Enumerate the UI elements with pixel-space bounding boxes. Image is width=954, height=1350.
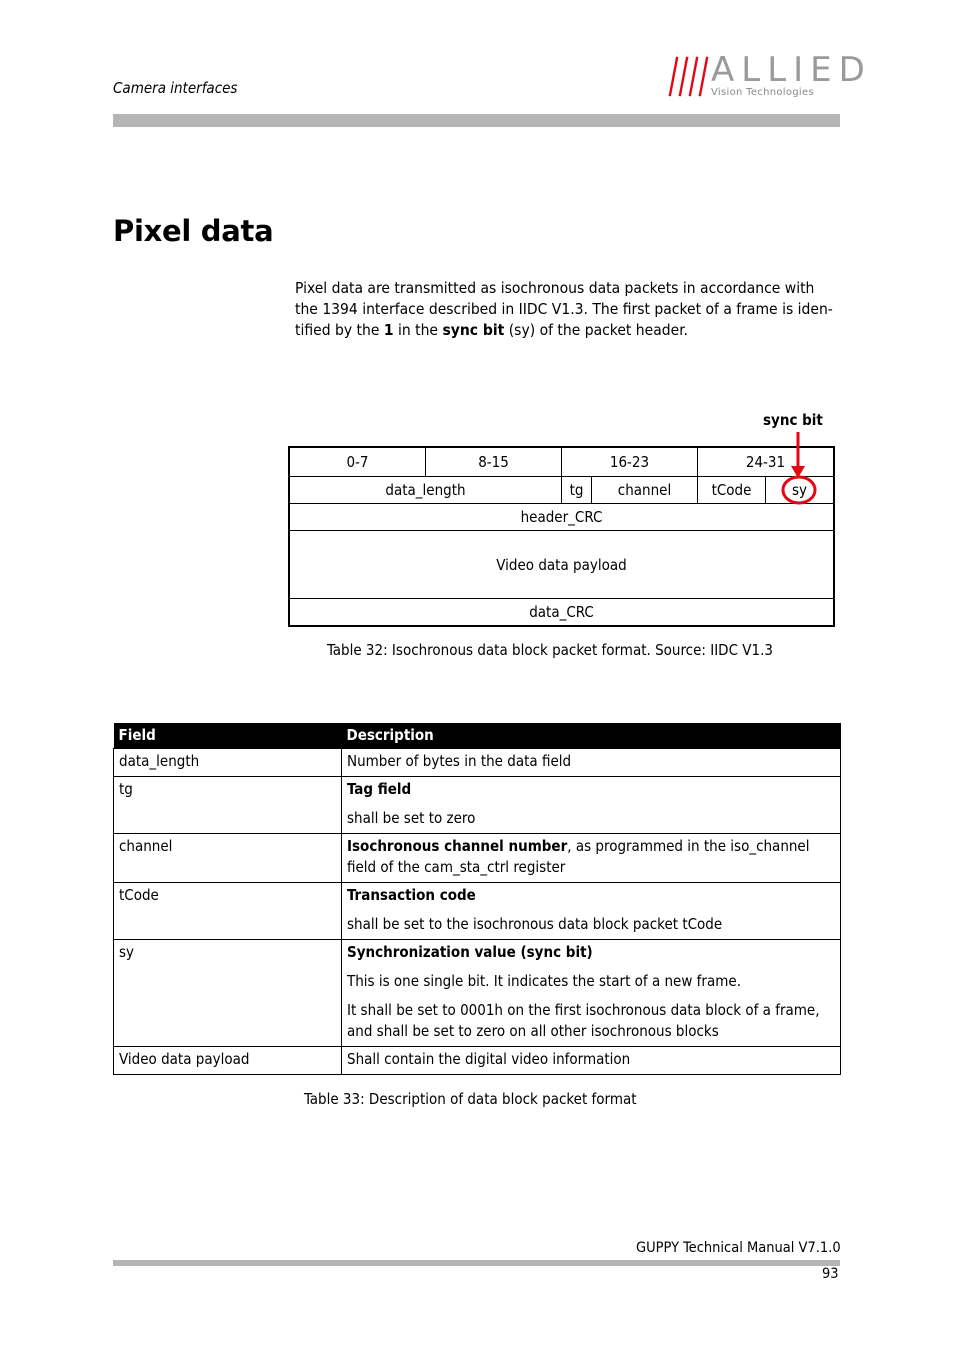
intro-line: Pixel data are transmitted as isochronous data packets in accordance with: [295, 279, 815, 297]
data-crc-row: [290, 599, 833, 625]
bit-range-cell: 0-7: [290, 448, 426, 476]
table-row: [114, 777, 841, 834]
logo-wordmark: ALLIED: [711, 50, 872, 90]
page-title: Pixel data: [113, 214, 274, 248]
description-cell: Isochronous channel number, as programmed in the iso_channel field of the cam_sta_ctrl register: [342, 834, 841, 883]
bit-range-row: [290, 448, 833, 477]
field-cell: tCode: [114, 883, 342, 940]
footer-manual-title: GUPPY Technical Manual V7.1.0: [636, 1240, 841, 1256]
field-tcode: tCode: [698, 477, 766, 503]
description-cell: Shall contain the digital video information: [342, 1047, 841, 1075]
table-row: [114, 1047, 841, 1075]
bit-range-cell: 24-31: [745, 453, 786, 471]
field-data-length: data_length: [290, 477, 562, 503]
allied-logo: [667, 50, 872, 100]
header-crc-row: [290, 504, 833, 531]
field-channel: channel: [592, 477, 698, 503]
field-cell: data_length: [114, 749, 342, 777]
description-cell: Transaction code shall be set to the isochronous data block packet tCode: [342, 883, 841, 940]
table-row: [114, 834, 841, 883]
intro-line: tified by the 1 in the sync bit (sy) of the packet header.: [295, 321, 688, 339]
table-row: [114, 749, 841, 777]
table-33-caption: Table 33: Description of data block packet format: [304, 1090, 637, 1108]
bit-range-cell: 8-15: [426, 448, 562, 476]
logo-subtitle: Vision Technologies: [711, 87, 814, 98]
field-cell: channel: [114, 834, 342, 883]
column-header-description: Description: [342, 723, 841, 749]
footer-rule: [113, 1260, 840, 1266]
table-row: [114, 883, 841, 940]
table-32-caption: Table 32: Isochronous data block packet format. Source: IIDC V1.3: [327, 641, 773, 659]
description-table: [113, 723, 841, 1075]
field-tg: tg: [562, 477, 592, 503]
column-header-field: Field: [114, 723, 342, 749]
table-row: [114, 940, 841, 1047]
field-sy: sy: [791, 481, 807, 499]
running-head: Camera interfaces: [113, 79, 238, 97]
field-cell: sy: [114, 940, 342, 1047]
header-rule: [113, 114, 840, 127]
description-cell: Tag field shall be set to zero: [342, 777, 841, 834]
data-crc-cell: data_CRC: [529, 603, 594, 621]
packet-format-table: [288, 446, 835, 627]
bit-range-cell: 16-23: [562, 448, 698, 476]
sync-bit-label: sync bit: [763, 411, 823, 429]
field-cell: tg: [114, 777, 342, 834]
logo-slashes-icon: [667, 54, 711, 100]
payload-row: [290, 531, 833, 599]
intro-line: the 1394 interface described in IIDC V1.3. The first packet of a frame is iden-: [295, 300, 833, 318]
field-cell: Video data payload: [114, 1047, 342, 1075]
intro-paragraph: [295, 278, 845, 341]
payload-cell: Video data payload: [496, 555, 627, 574]
description-cell: Synchronization value (sync bit) This is one single bit. It indicates the start of a new frame. It shall be set to 0001h on the first isochronous data block of a frame, and shall be set to zero on all other isochronous blocks: [342, 940, 841, 1047]
page-number: 93: [822, 1266, 839, 1282]
description-cell: Number of bytes in the data field: [342, 749, 841, 777]
header-fields-row: [290, 477, 833, 504]
sync-bit-arrow-icon: [770, 430, 830, 510]
header-crc-cell: header_CRC: [520, 508, 603, 526]
table-header-row: [114, 723, 841, 749]
